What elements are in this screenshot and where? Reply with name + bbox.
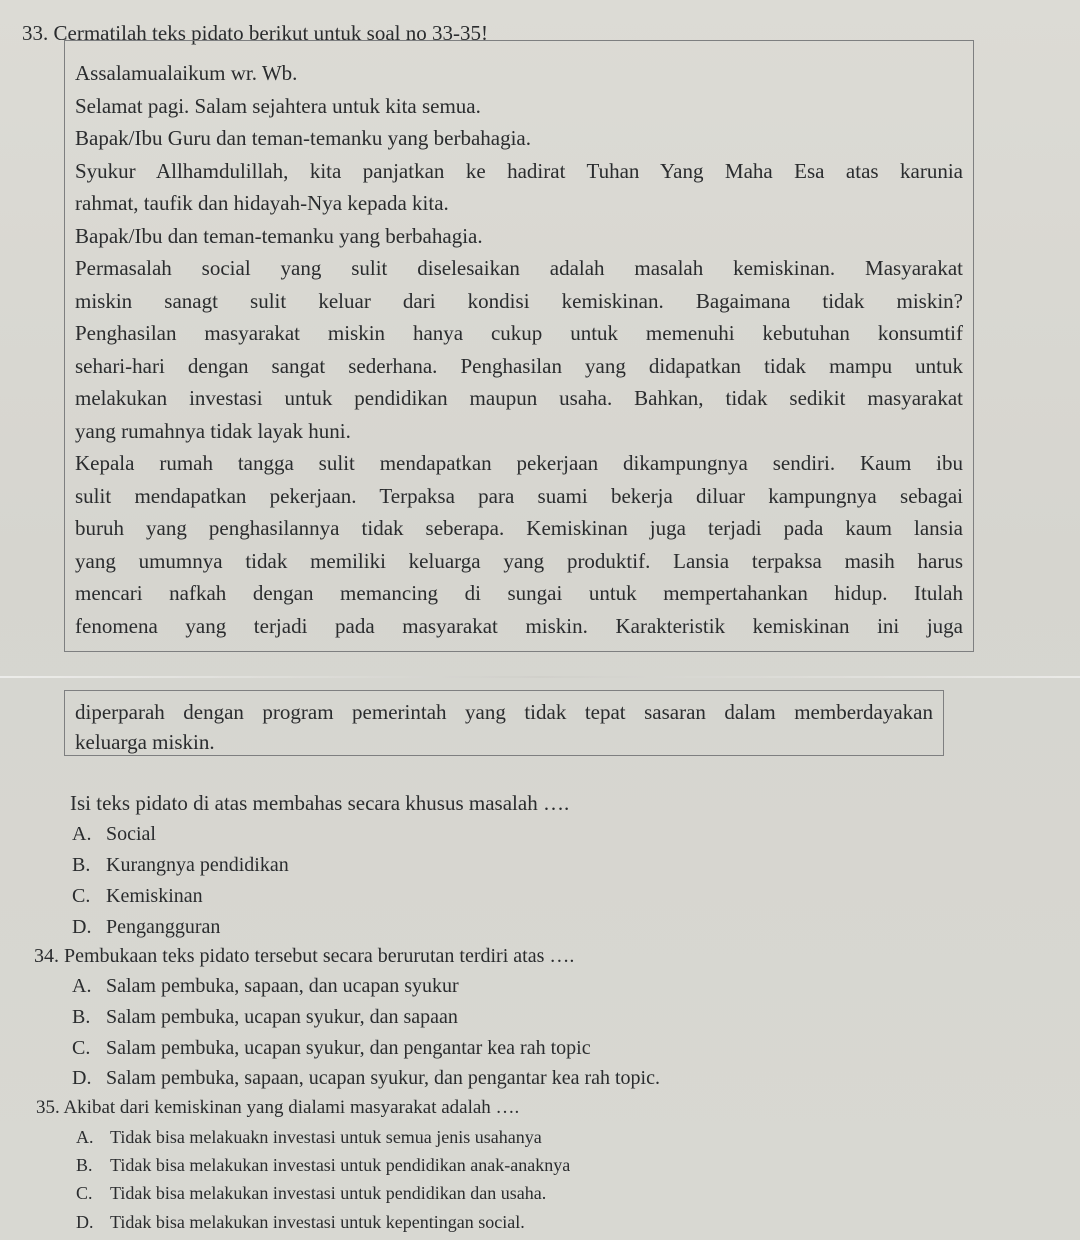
question-34-option-c[interactable] — [72, 1035, 591, 1061]
passage-line: Assalamualaikum wr. Wb. — [75, 61, 298, 85]
question-33-option-a[interactable] — [72, 821, 156, 847]
question-35-option-b[interactable] — [76, 1152, 570, 1178]
passage-line: yang rumahnya tidak layak huni. — [75, 418, 351, 443]
passage-line: mencari nafkah dengan memancing di sungai untuk mempertahankan hidup. Itulah — [75, 581, 963, 605]
option-letter: C. — [72, 1037, 91, 1059]
question-35-option-a[interactable] — [76, 1124, 542, 1150]
option-letter: C. — [72, 885, 91, 907]
option-letter: A. — [72, 975, 92, 997]
question-33-option-d[interactable] — [72, 914, 220, 940]
passage-line: rahmat, taufik dan hidayah-Nya kepada kita. — [75, 191, 449, 215]
option-letter: A. — [76, 1127, 94, 1147]
passage-line: diperparah dengan program pemerintah yang tidak tepat sasaran dalam memberdayakan — [75, 700, 933, 724]
question-33-option-c[interactable] — [72, 883, 203, 909]
question-34-option-d[interactable] — [72, 1065, 660, 1091]
passage-line: Bapak/Ibu Guru dan teman-temanku yang berbahagia. — [75, 126, 532, 150]
option-letter: D. — [76, 1212, 94, 1232]
option-text: Salam pembuka, sapaan, ucapan syukur, dan pengantar kea rah topic. — [106, 1067, 660, 1089]
option-text: Kemiskinan — [106, 885, 203, 907]
passage-line: Syukur Allhamdulillah, kita panjatkan ke hadirat Tuhan Yang Maha Esa atas karunia — [75, 158, 963, 183]
option-text: Pengangguran — [106, 916, 221, 938]
option-letter: B. — [72, 854, 91, 876]
option-letter: C. — [76, 1183, 93, 1203]
speech-passage-box — [64, 40, 974, 652]
option-text: Tidak bisa melakukan investasi untuk kepentingan social. — [110, 1212, 525, 1232]
option-text: Salam pembuka, sapaan, dan ucapan syukur — [106, 975, 459, 997]
passage-line: fenomena yang terjadi pada masyarakat miskin. Karakteristik kemiskinan ini juga — [75, 613, 963, 638]
question-34-stem: 34. Pembukaan teks pidato tersebut secara berurutan terdiri atas …. — [34, 945, 575, 967]
question-34-option-b[interactable] — [72, 1004, 458, 1030]
option-text: Tidak bisa melakuakn investasi untuk semua jenis usahanya — [110, 1127, 542, 1147]
passage-line: Kepala rumah tangga sulit mendapatkan pekerjaan dikampungnya sendiri. Kaum ibu — [75, 451, 963, 475]
option-text: Salam pembuka, ucapan syukur, dan sapaan — [106, 1006, 458, 1028]
passage-line: keluarga miskin. — [75, 730, 215, 754]
passage-line: Selamat pagi. Salam sejahtera untuk kita semua. — [75, 93, 481, 118]
option-text: Tidak bisa melakukan investasi untuk pendidikan anak-anaknya — [110, 1155, 571, 1175]
question-33-header: 33. Cermatilah teks pidato berikut untuk soal no 33-35! — [22, 21, 488, 45]
option-letter: A. — [72, 823, 92, 845]
passage-line: buruh yang penghasilannya tidak seberapa. Kemiskinan juga terjadi pada kaum lansia — [75, 516, 963, 540]
question-35-stem: 35. Akibat dari kemiskinan yang dialami masyarakat adalah …. — [36, 1097, 520, 1118]
question-33-stem: Isi teks pidato di atas membahas secara khusus masalah …. — [70, 791, 570, 815]
question-34-option-a[interactable] — [72, 973, 459, 999]
passage-line: melakukan investasi untuk pendidikan maupun usaha. Bahkan, tidak sedikit masyarakat — [75, 386, 963, 410]
passage-line: miskin sanagt sulit keluar dari kondisi kemiskinan. Bagaimana tidak miskin? — [75, 288, 963, 313]
passage-line: sehari-hari dengan sangat sederhana. Penghasilan yang didapatkan tidak mampu untuk — [75, 353, 963, 378]
passage-line: Bapak/Ibu dan teman-temanku yang berbahagia. — [75, 223, 483, 248]
question-33-option-b[interactable] — [72, 852, 289, 878]
passage-line: Permasalah social yang sulit diselesaikan adalah masalah kemiskinan. Masyarakat — [75, 256, 963, 280]
option-text: Salam pembuka, ucapan syukur, dan pengantar kea rah topic — [106, 1037, 591, 1059]
question-35-option-c[interactable] — [76, 1180, 546, 1206]
option-text: Kurangnya pendidikan — [106, 854, 289, 876]
option-letter: B. — [76, 1155, 93, 1175]
option-letter: D. — [72, 1067, 92, 1089]
option-text: Social — [106, 823, 156, 845]
question-35-option-d[interactable] — [76, 1209, 525, 1235]
passage-line: Penghasilan masyarakat miskin hanya cukup untuk memenuhi kebutuhan konsumtif — [75, 321, 963, 345]
paper-fold-divider — [0, 676, 1080, 678]
passage-line: yang umumnya tidak memiliki keluarga yang produktif. Lansia terpaksa masih harus — [75, 548, 963, 573]
option-text: Tidak bisa melakukan investasi untuk pendidikan dan usaha. — [110, 1183, 547, 1203]
speech-passage-continuation-box — [64, 690, 944, 756]
option-letter: B. — [72, 1006, 91, 1028]
option-letter: D. — [72, 916, 92, 938]
passage-line: sulit mendapatkan pekerjaan. Terpaksa para suami bekerja diluar kampungnya sebagai — [75, 483, 963, 508]
